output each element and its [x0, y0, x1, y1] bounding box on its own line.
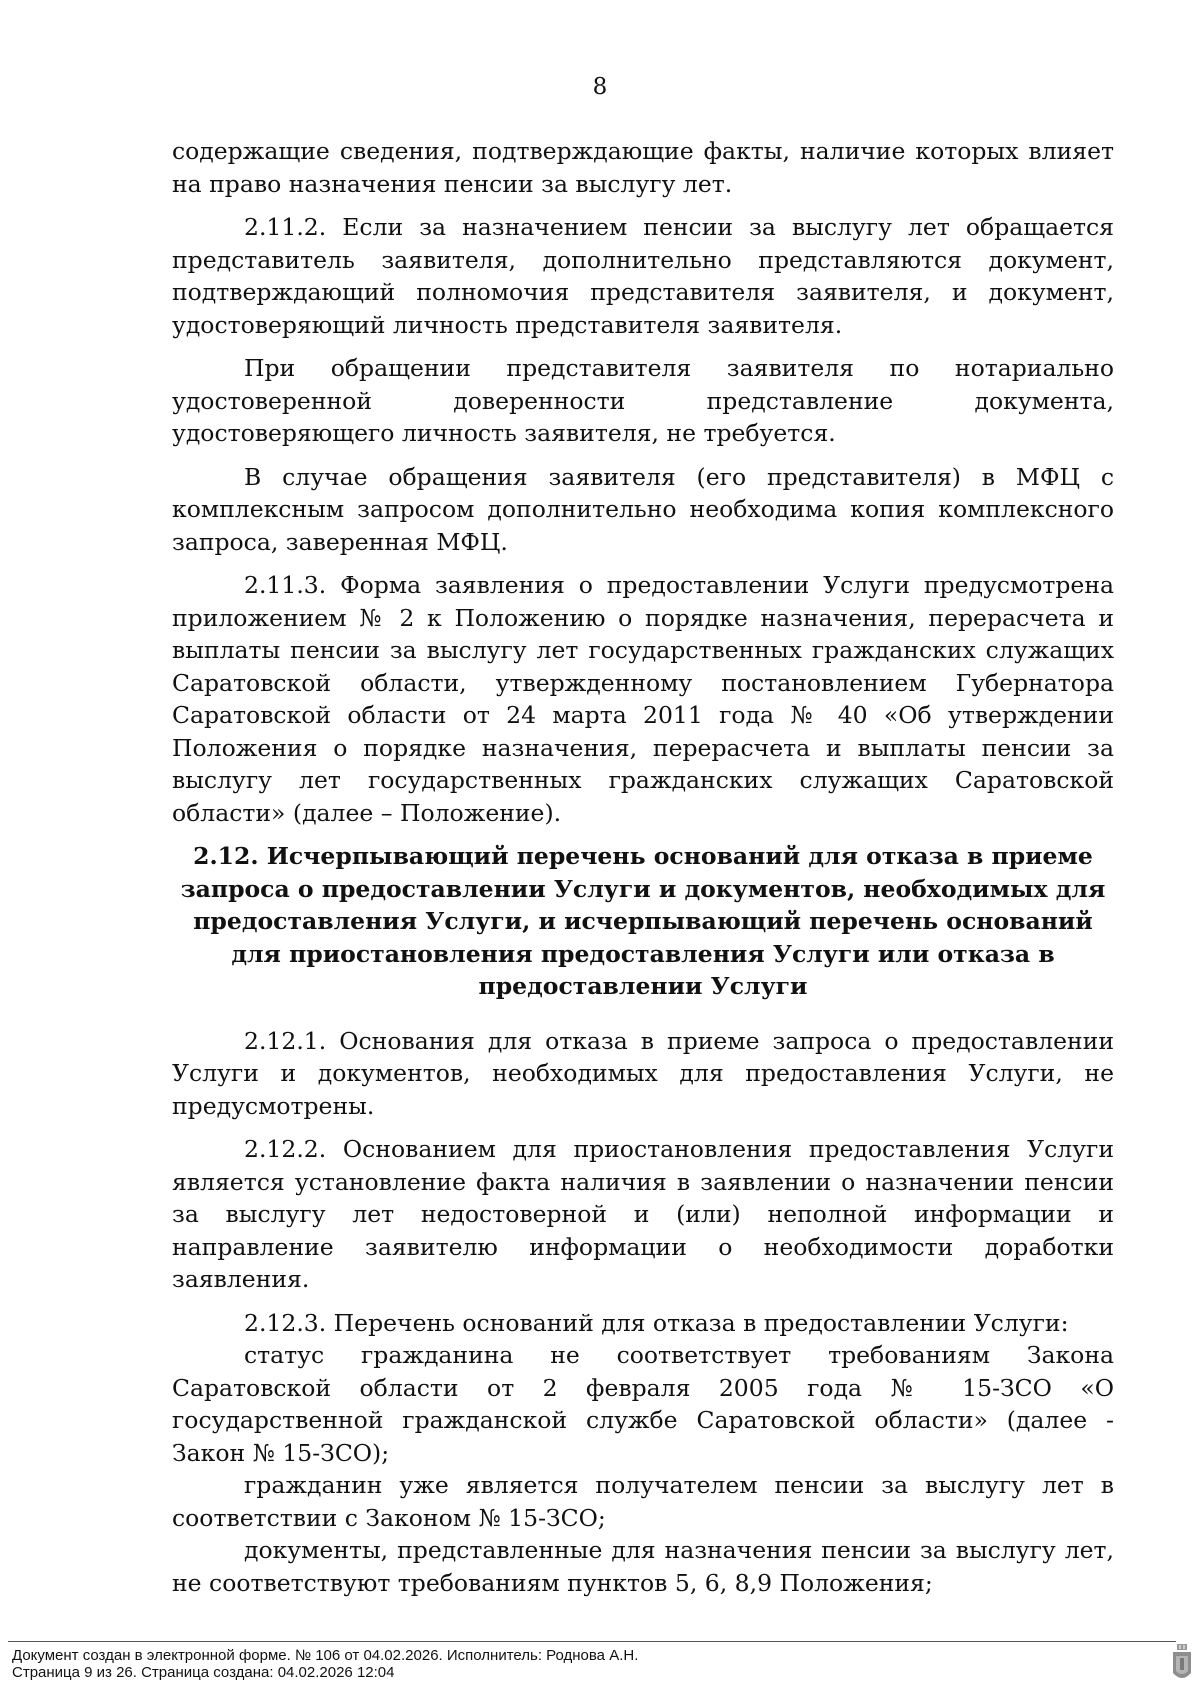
- paragraph-2-12-3: 2.12.3. Перечень оснований для отказа в предоставлении Услуги:: [244, 1308, 1069, 1337]
- paragraph-continuation: содержащие сведения, подтверждающие факты, наличие которых влияет на право назначения пенсии за выслугу лет.: [172, 137, 1114, 198]
- paragraph-notary: При обращении представителя заявителя по нотариально удостоверенной доверенности представление документа, удостоверяющего личность заявителя, не требуется.: [172, 354, 1114, 447]
- section-heading-2-12: 2.12. Исчерпывающий перечень оснований для отказа в приеме запроса о предоставлении Услуги и документов, необходимых для предоставления Услуги, и исчерпывающий перечень оснований для приостановления предоставления Услуги или отказа в предоставлении Услуги: [180, 842, 1106, 1000]
- footer-line-page: Страница 9 из 26. Страница создана: 04.02.2026 12:04: [12, 1664, 395, 1681]
- footer-line-document: Документ создан в электронной форме. № 106 от 04.02.2026. Исполнитель: Роднова А.Н.: [12, 1647, 639, 1664]
- paragraph-2-12-2: 2.12.2. Основанием для приостановления предоставления Услуги является установление факта наличия в заявлении о назначении пенсии за выслугу лет недостоверной и (или) неполной информации и направление заявителю информации о необходимости доработки заявления.: [172, 1135, 1114, 1293]
- footer-divider: [8, 1641, 1176, 1642]
- paragraph-2-11-3: 2.11.3. Форма заявления о предоставлении Услуги предусмотрена приложением № 2 к Положению о порядке назначения, перерасчета и выплаты пенсии за выслугу лет государственных гражданских служащих Саратовской области, утвержденному постановлением Губернатора Саратовской области от 24 марта 2011 года № 40 «Об утверждении Положения о порядке назначения, перерасчета и выплаты пенсии за выслугу лет государственных гражданских служащих Саратовской области» (далее – Положение).: [172, 571, 1114, 827]
- paragraph-2-11-2: 2.11.2. Если за назначением пенсии за выслугу лет обращается представитель заявителя, дополнительно представляются документ, подтверждающий полномочия представителя заявителя, и документ, удостоверяющий личность представителя заявителя.: [172, 213, 1114, 339]
- list-item-refusal-3: документы, представленные для назначения пенсии за выслугу лет, не соответствуют требованиям пунктов 5, 6, 8,9 Положения;: [172, 1536, 1114, 1597]
- list-item-refusal-2: гражданин уже является получателем пенсии за выслугу лет в соответствии с Законом № 15-ЗСО;: [172, 1471, 1114, 1532]
- list-item-refusal-1: статус гражданина не соответствует требованиям Закона Саратовской области от 2 февраля 2005 года № 15-ЗСО «О государственной гражданской службе Саратовской области» (далее - Закон № 15-ЗСО);: [172, 1341, 1114, 1467]
- document-footer: [12, 1647, 638, 1681]
- coat-of-arms-icon: [1171, 1643, 1193, 1685]
- paragraph-mfc: В случае обращения заявителя (его представителя) в МФЦ с комплексным запросом дополнительно необходима копия комплексного запроса, заверенная МФЦ.: [172, 462, 1114, 556]
- page-number: 8: [592, 74, 608, 100]
- paragraph-2-12-1: 2.12.1. Основания для отказа в приеме запроса о предоставлении Услуги и документов, необходимых для предоставления Услуги, не предусмотрены.: [172, 1026, 1114, 1120]
- document-body: [172, 135, 1114, 1599]
